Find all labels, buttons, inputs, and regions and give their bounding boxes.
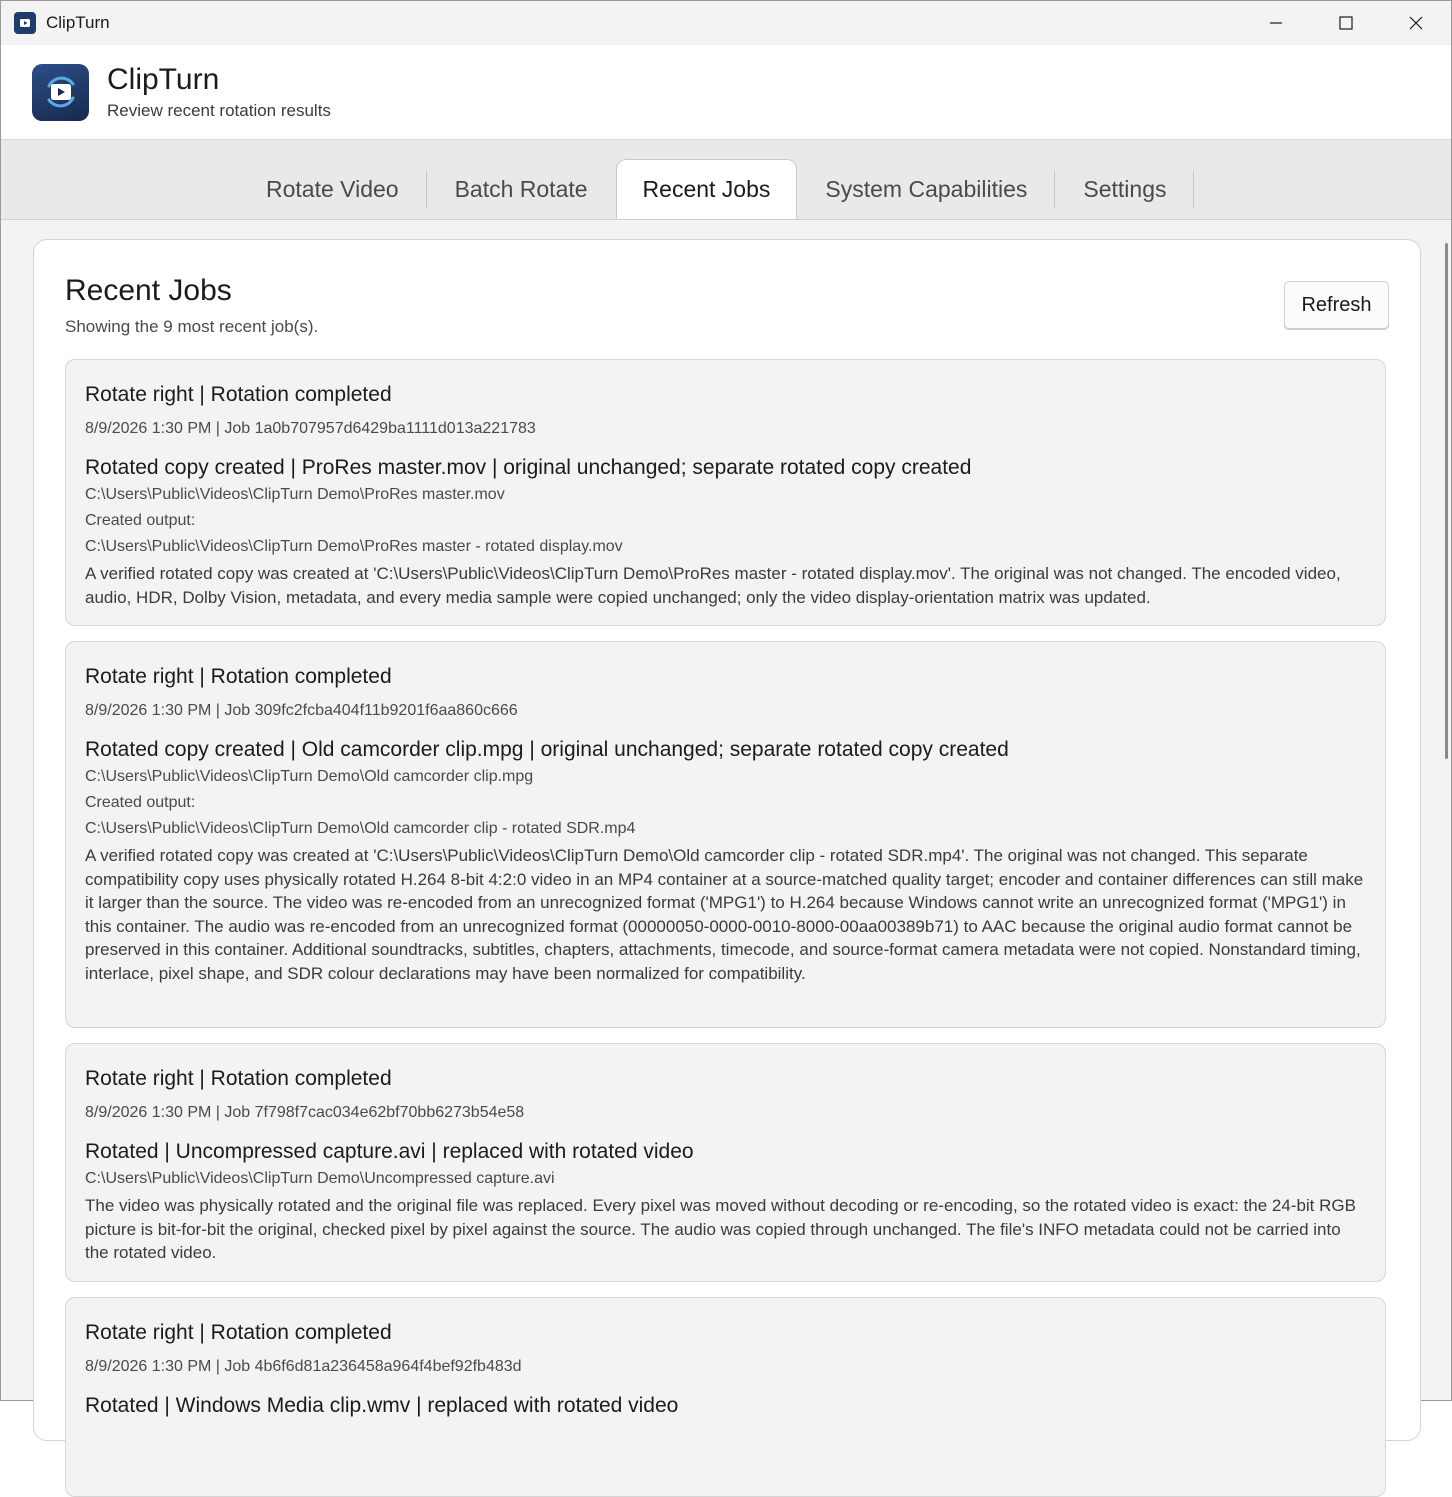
tab-batch-rotate[interactable]: Batch Rotate <box>454 175 588 202</box>
job-description: A verified rotated copy was created at 'C:\Users\Public\Videos\ClipTurn Demo\ProRes master - rotated display.mov'. The original was not changed. The encoded video, audio, HDR, Dolby Vision, metadata, and every media sample were copied unchanged; only the video display-orientation matrix was updated. <box>85 564 1341 607</box>
job-card <box>65 1297 1386 1497</box>
app-header <box>1 45 1451 140</box>
tab-system-capabilities[interactable]: System Capabilities <box>797 160 1055 218</box>
job-source-path: C:\Users\Public\Videos\ClipTurn Demo\Uncompressed capture.avi <box>85 1170 555 1187</box>
app-logo-icon <box>32 64 89 121</box>
close-icon[interactable] <box>1381 1 1451 45</box>
app-subtitle: Review recent rotation results <box>107 101 331 120</box>
job-card <box>65 1043 1386 1282</box>
app-icon <box>14 12 36 34</box>
tab-bar <box>1 140 1451 220</box>
job-source-path: C:\Users\Public\Videos\ClipTurn Demo\Old camcorder clip.mpg <box>85 768 534 785</box>
job-title: Rotate right | Rotation completed <box>85 1321 392 1344</box>
job-description: A verified rotated copy was created at 'C:\Users\Public\Videos\ClipTurn Demo\Old camcorder clip - rotated SDR.mp4'. The original was not changed. This separate compatibility copy uses physically rotated H.264 8-bit 4:2:0 video in an MP4 container at a source-matched quality target; encoder and container differences can still make it larger than the source. The video was re-encoded from an unrecognized format ('MPG1') to H.264 because Windows cannot write an unrecognized format ('MPG1') in this container. The audio was re-encoded from an unrecognized format (00000050-0000-0010-8000-00aa00389b71) to AAC because the original audio format cannot be preserved in this container. Additional soundtracks, subtitles, chapters, attachments, timecode, and source-format camera metadata were not copied. Nonstandard timing, interlace, pixel shape, and SDR colour declarations may have been normalized for compatibility. <box>85 846 1364 983</box>
job-meta: 8/9/2026 1:30 PM | Job 1a0b707957d6429ba1111d013a221783 <box>85 420 536 437</box>
job-title: Rotate right | Rotation completed <box>85 383 392 406</box>
job-title: Rotate right | Rotation completed <box>85 1067 392 1090</box>
job-title: Rotate right | Rotation completed <box>85 665 392 688</box>
job-source-path: C:\Users\Public\Videos\ClipTurn Demo\ProRes master.mov <box>85 486 505 503</box>
job-card <box>65 641 1386 1028</box>
title-bar <box>1 1 1451 45</box>
app-name: ClipTurn <box>107 63 220 96</box>
job-meta: 8/9/2026 1:30 PM | Job 309fc2fcba404f11b9201f6aa860c666 <box>85 702 518 719</box>
job-count-text: Showing the 9 most recent job(s). <box>65 317 319 336</box>
job-result: Rotated copy created | Old camcorder clip.mpg | original unchanged; separate rotated copy created <box>85 738 1009 761</box>
job-card <box>65 359 1386 626</box>
job-meta: 8/9/2026 1:30 PM | Job 4b6f6d81a236458a964f4bef92fb483d <box>85 1358 522 1375</box>
job-output-path: C:\Users\Public\Videos\ClipTurn Demo\Old camcorder clip - rotated SDR.mp4 <box>85 820 636 837</box>
job-meta: 8/9/2026 1:30 PM | Job 7f798f7cac034e62bf70bb6273b54e58 <box>85 1104 525 1121</box>
recent-jobs-panel <box>33 239 1421 1441</box>
tab-recent-jobs[interactable]: Recent Jobs <box>616 159 798 219</box>
job-description: The video was physically rotated and the original file was replaced. Every pixel was moved without decoding or re-encoding, so the rotated video is exact: the 24-bit RGB picture is bit-for-bit the original, checked pixel by pixel against the source. The audio was copied through unchanged. The file's INFO metadata could not be carried into the rotated video. <box>85 1196 1356 1263</box>
window-title: ClipTurn <box>46 13 110 32</box>
job-result: Rotated copy created | ProRes master.mov | original unchanged; separate rotated copy created <box>85 456 972 479</box>
job-result: Rotated | Windows Media clip.wmv | replaced with rotated video <box>85 1394 679 1417</box>
window-controls <box>1241 1 1451 45</box>
refresh-button[interactable]: Refresh <box>1284 281 1389 329</box>
job-output-label: Created output: <box>85 794 196 811</box>
job-result: Rotated | Uncompressed capture.avi | replaced with rotated video <box>85 1140 694 1163</box>
tab-settings[interactable]: Settings <box>1055 160 1194 218</box>
minimize-icon[interactable] <box>1241 1 1311 45</box>
maximize-icon[interactable] <box>1311 1 1381 45</box>
page-title: Recent Jobs <box>65 274 232 307</box>
tab-rotate-video[interactable]: Rotate Video <box>238 160 427 218</box>
scrollbar-thumb[interactable] <box>1445 243 1448 759</box>
job-output-label: Created output: <box>85 512 196 529</box>
job-output-path: C:\Users\Public\Videos\ClipTurn Demo\ProRes master - rotated display.mov <box>85 538 623 555</box>
